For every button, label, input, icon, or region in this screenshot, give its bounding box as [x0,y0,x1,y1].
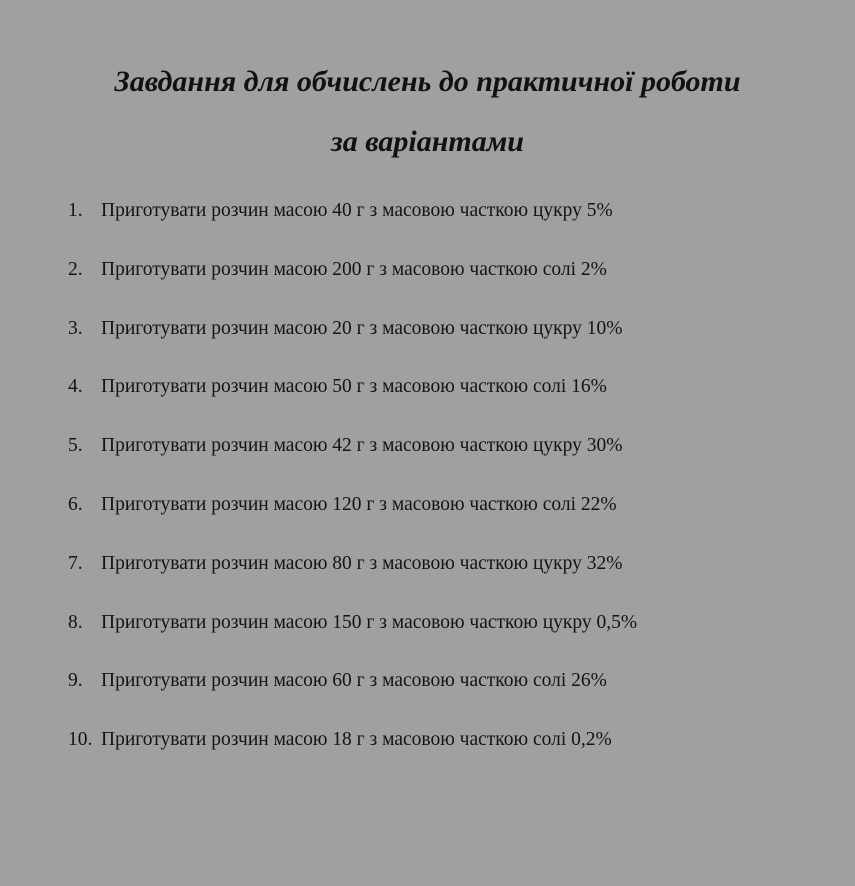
task-text: Приготувати розчин масою 40 г з масовою часткою цукру 5% [101,200,613,221]
task-text: Приготувати розчин масою 200 г з масовою часткою солі 2% [101,258,607,280]
task-number: 7. [68,552,83,574]
task-number: 6. [68,493,83,515]
list-item [68,549,828,608]
list-item [68,431,828,490]
page-subtitle: за варіантами [331,125,524,158]
page-title: Завдання для обчислень до практичної роботи [114,65,741,98]
list-item [68,490,828,549]
list-item [68,255,828,314]
task-number: 3. [68,317,83,339]
task-number: 8. [68,611,83,633]
task-number: 1. [68,200,83,221]
task-text: Приготувати розчин масою 50 г з масовою часткою солі 16% [101,376,607,398]
task-text: Приготувати розчин масою 150 г з масовою часткою цукру 0,5% [101,611,638,633]
list-item [68,372,828,431]
list-item [68,725,828,784]
task-text: Приготувати розчин масою 60 г з масовою часткою солі 26% [101,670,607,692]
task-list [68,196,828,784]
task-text: Приготувати розчин масою 20 г з масовою часткою цукру 10% [101,317,623,339]
list-item [68,608,828,667]
task-number: 10. [68,729,93,751]
task-number: 5. [68,435,83,457]
task-number: 9. [68,670,83,692]
task-text: Приготувати розчин масою 120 г з масовою часткою солі 22% [101,493,617,515]
task-text: Приготувати розчин масою 18 г з масовою часткою солі 0,2% [101,729,612,751]
list-item [68,196,828,255]
task-number: 4. [68,376,83,398]
list-item [68,314,828,373]
list-item [68,666,828,725]
task-text: Приготувати розчин масою 42 г з масовою часткою цукру 30% [101,435,623,457]
task-number: 2. [68,258,83,280]
task-text: Приготувати розчин масою 80 г з масовою часткою цукру 32% [101,552,623,574]
